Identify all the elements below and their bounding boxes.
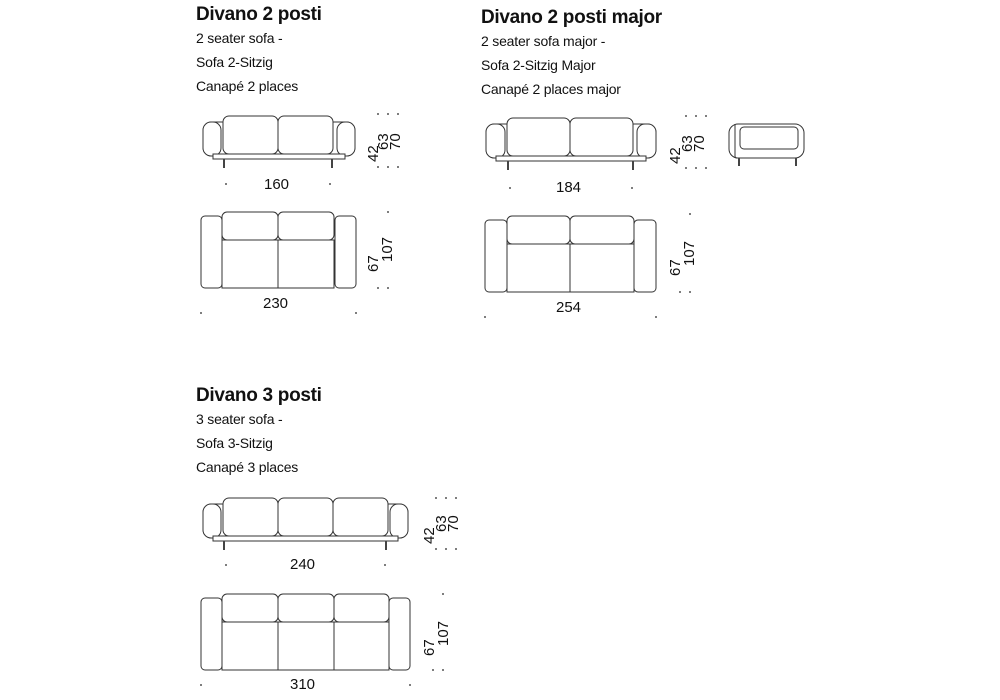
arm-height-label: 63: [433, 515, 450, 532]
overall-width-label: 230: [263, 295, 289, 312]
front-view-2-seater: [203, 116, 355, 168]
overall-depth-label: 107: [435, 620, 452, 646]
side-view: [729, 124, 804, 166]
section-subtitle-de: Sofa 2-Sitzig: [196, 54, 273, 70]
top-view-2-seater-major: [485, 216, 656, 292]
arm-height-label: 63: [375, 133, 392, 150]
seat-depth-label: 67: [365, 255, 382, 272]
section-subtitle-en: 2 seater sofa major -: [481, 33, 606, 49]
section-subtitle-fr: Canapé 3 places: [196, 459, 299, 475]
front-width-label: 160: [264, 176, 290, 193]
overall-height-label: 70: [445, 515, 462, 532]
section-subtitle-en: 3 seater sofa -: [196, 411, 283, 427]
section-title: Divano 2 posti major: [481, 7, 662, 28]
section-subtitle-fr: Canapé 2 places major: [481, 81, 621, 97]
overall-width-label: 310: [290, 676, 316, 693]
front-view-3-seater: [203, 498, 408, 550]
section-title: Divano 2 posti: [196, 4, 322, 25]
overall-depth-label: 107: [379, 236, 396, 262]
seat-depth-label: 67: [667, 259, 684, 276]
top-view-3-seater: [201, 594, 410, 670]
top-view-2-seater: [201, 212, 356, 288]
overall-width-label: 254: [556, 299, 582, 316]
overall-depth-label: 107: [681, 240, 698, 266]
arm-height-label: 63: [679, 135, 696, 152]
front-width-label: 240: [290, 556, 316, 573]
overall-height-label: 70: [387, 133, 404, 150]
section-subtitle-de: Sofa 2-Sitzig Major: [481, 57, 596, 73]
overall-height-label: 70: [691, 135, 708, 152]
front-view-2-seater-major: [486, 118, 656, 170]
seat-height-label: 42: [421, 527, 438, 544]
section-title: Divano 3 posti: [196, 385, 322, 406]
seat-height-label: 42: [365, 145, 382, 162]
section-subtitle-fr: Canapé 2 places: [196, 78, 299, 94]
section-subtitle-en: 2 seater sofa -: [196, 30, 283, 46]
seat-height-label: 42: [667, 147, 684, 164]
seat-depth-label: 67: [421, 639, 438, 656]
section-subtitle-de: Sofa 3-Sitzig: [196, 435, 273, 451]
front-width-label: 184: [556, 179, 582, 196]
